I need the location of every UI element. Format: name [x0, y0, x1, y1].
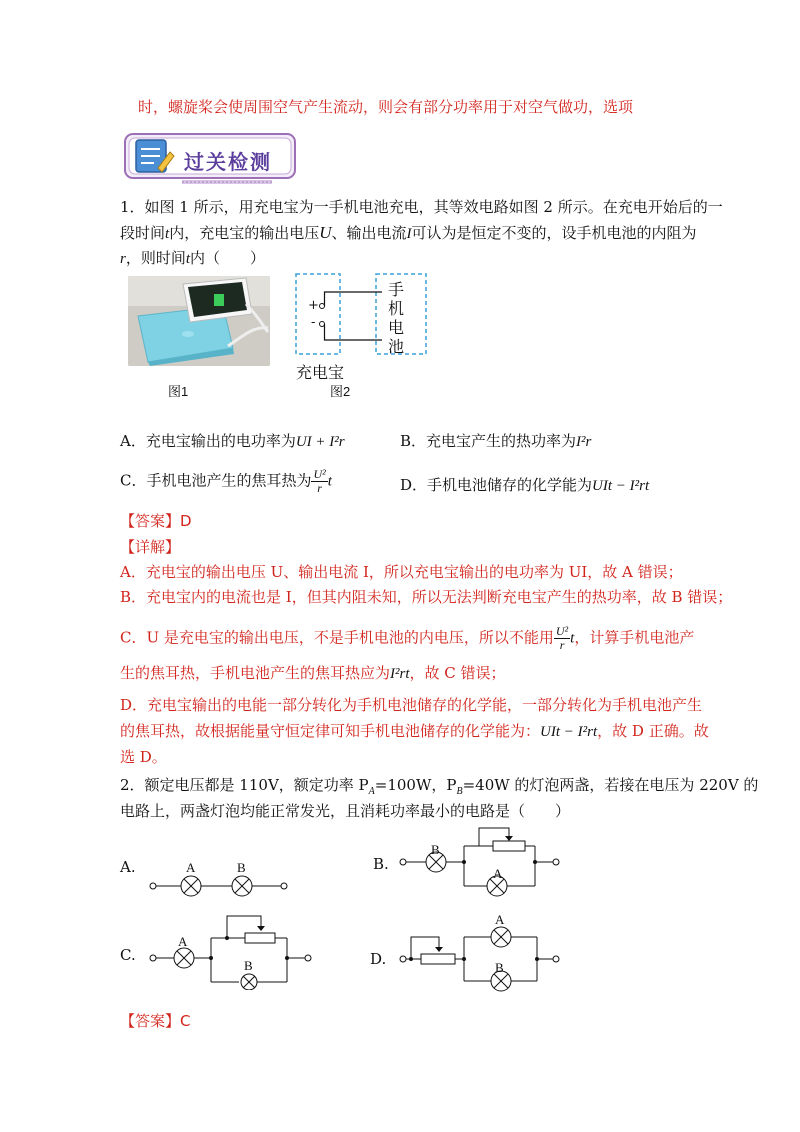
circuit-a-lamp-b-label: B	[237, 860, 246, 875]
q1-detail-c2: 生的焦耳热，手机电池产生的焦耳热应为I²rt，故 C 错误；	[120, 664, 506, 682]
circuit-c	[145, 910, 320, 990]
q2-line2: 电路上，两盏灯泡均能正常发光，且消耗功率最小的电路是（ ）	[120, 802, 571, 820]
q1-detail-d2: 的焦耳热，故根据能量守恒定律可知手机电池储存的化学能为：UIt − I²rt，故 D 正确。故	[120, 722, 709, 740]
circuit-d-label: D.	[370, 950, 387, 968]
circuit-b-lamp-b-label: B	[431, 842, 440, 857]
plus-sign: +	[308, 298, 319, 313]
q2-answer: 【答案】C	[120, 1012, 191, 1030]
circuit-a	[145, 855, 295, 900]
q1-detail-b: B．充电宝内的电流也是 I，但其内阻未知，所以无法判断充电宝产生的热功率，故 B 错误；	[120, 588, 733, 606]
q1-answer: 【答案】D	[120, 512, 192, 530]
minus-sign: -	[311, 315, 316, 330]
q1-line3: r，则时间t内（ ）	[120, 249, 266, 267]
circuit-c-lamp-a-label: A	[178, 934, 188, 949]
circuit-d-lamp-b-label: B	[495, 960, 504, 975]
q1-detail-d1: D．充电宝输出的电能一部分转化为手机电池储存的化学能，一部分转化为手机电池产生	[120, 696, 703, 714]
circuit-d-lamp-a-label: A	[495, 912, 505, 927]
circuit-b-lamp-a-label: A	[493, 866, 503, 881]
fig2-caption: 图2	[330, 384, 351, 399]
circuit-d	[395, 915, 565, 995]
q1-line1: 1．如图 1 所示，用充电宝为一手机电池充电，其等效电路如图 2 所示。在充电开始后的一	[120, 198, 723, 216]
powerbank-label: 充电宝	[296, 363, 345, 382]
banner-title: 过关检测	[184, 150, 272, 174]
q1-option-d: D．手机电池储存的化学能为UIt − I²rt	[400, 476, 650, 494]
circuit-c-lamp-b-label: B	[244, 958, 253, 973]
circuit-c-label: C.	[120, 946, 136, 964]
circuit-a-label: A.	[120, 858, 136, 876]
circuit-b	[395, 822, 565, 897]
q1-option-b: B．充电宝产生的热功率为I²r	[400, 432, 592, 450]
fig1-caption: 图1	[168, 384, 189, 399]
q1-option-a: A．充电宝输出的电功率为UI + I²r	[120, 432, 345, 450]
q1-detail-d3: 选 D。	[120, 748, 167, 766]
q1-detail-title: 【详解】	[120, 538, 181, 556]
phone-battery-label: 手 机 电 池	[387, 280, 404, 356]
top-continuation-line: 时，螺旋桨会使周围空气产生流动，则会有部分功率用于对空气做功，选项	[138, 98, 634, 116]
powerbank-photo	[128, 276, 270, 366]
circuit-b-label: B.	[373, 855, 389, 873]
q1-line2: 段时间t内，充电宝的输出电压U、输出电流I可认为是恒定不变的，设手机电池的内阻为	[120, 223, 697, 242]
q2-line1: 2．额定电压都是 110V，额定功率 $P_A=100W$，$P_B=40W$ 的灯泡两盏，若接在电压为 220V 的	[120, 776, 759, 797]
q1-option-c: C．手机电池产生的焦耳热为 $\frac{\text{U²}}{r}$ t	[120, 467, 332, 495]
q1-detail-a: A．充电宝的输出电压 U、输出电流 I，所以充电宝输出的电功率为 UI，故 A 错误；	[120, 563, 683, 581]
circuit-a-lamp-a-label: A	[186, 860, 196, 875]
q1-detail-c1: C．U 是充电宝的输出电压，不是手机电池的内电压，所以不能用 $\frac{\text{U²}}{r}$ t，计算手机电池产	[120, 624, 695, 652]
